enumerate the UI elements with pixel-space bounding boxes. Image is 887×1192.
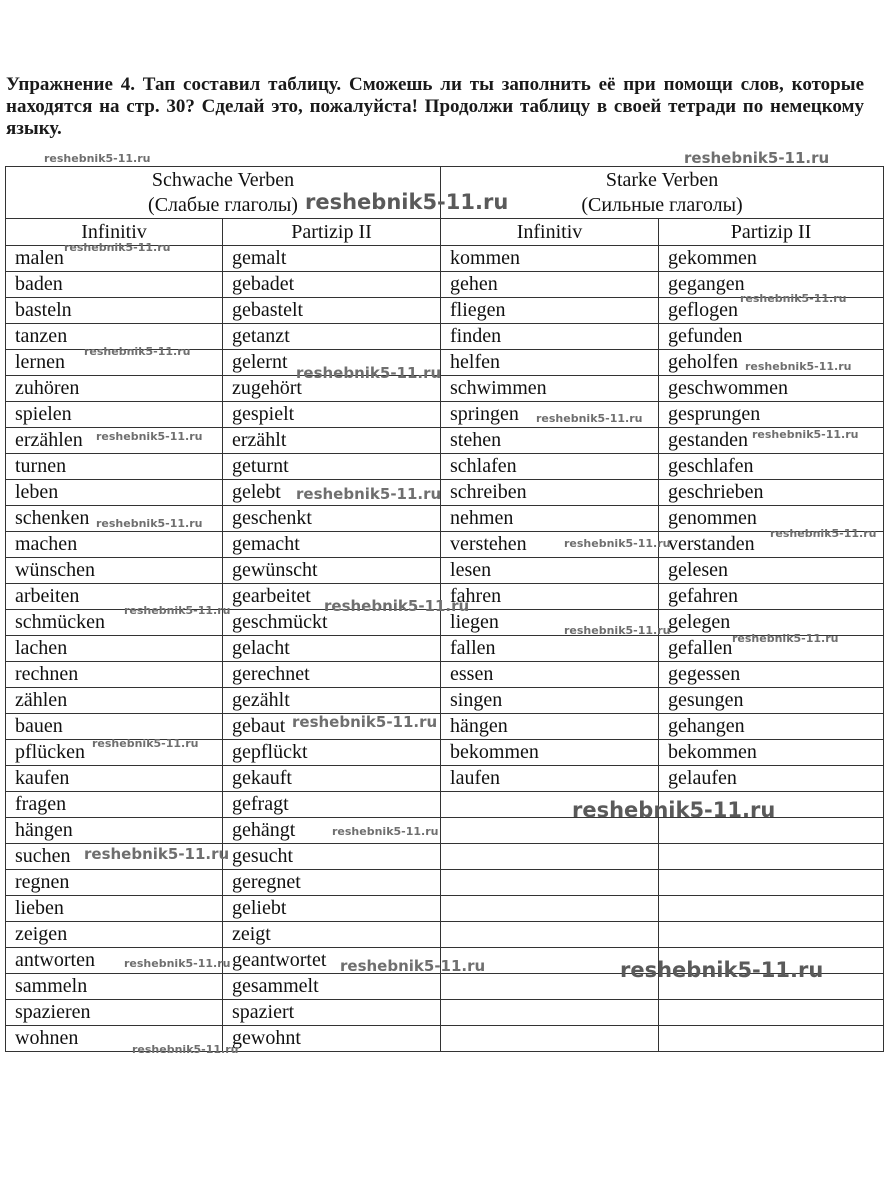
strong-infinitiv-cell: lesen	[441, 558, 659, 584]
strong-infinitiv-cell: laufen	[441, 766, 659, 792]
strong-verbs-title: Starke Verben	[605, 168, 719, 191]
watermark: reshebnik5-11.ru	[770, 527, 877, 540]
strong-partizip-cell	[659, 870, 884, 896]
weak-partizip-cell: zeigt	[223, 922, 441, 948]
weak-partizip-cell: gemalt	[223, 246, 441, 272]
watermark: reshebnik5-11.ru	[305, 190, 509, 214]
table-row	[6, 662, 884, 688]
strong-infinitiv-cell: hängen	[441, 714, 659, 740]
strong-partizip-cell	[659, 844, 884, 870]
watermark: reshebnik5-11.ru	[752, 428, 859, 441]
weak-partizip-cell: spaziert	[223, 1000, 441, 1026]
table-row	[6, 480, 884, 506]
weak-partizip-cell: gearbeitet	[223, 584, 441, 610]
weak-infinitiv-cell: lachen	[6, 636, 223, 662]
weak-infinitiv-cell: lernen	[6, 350, 223, 376]
weak-partizip-cell: getanzt	[223, 324, 441, 350]
weak-partizip-cell: gerechnet	[223, 662, 441, 688]
watermark: reshebnik5-11.ru	[96, 430, 203, 443]
strong-infinitiv-cell: essen	[441, 662, 659, 688]
exercise-instructions: Упражнение 4. Тап составил таблицу. Сможешь ли ты заполнить её при помощи слов, которые находятся на стр. 30? Сделай это, пожалуйста! Продолжи таблицу в своей тетради по немецкому языку.	[6, 74, 864, 139]
table-row	[6, 870, 884, 896]
weak-infinitiv-cell: arbeiten	[6, 584, 223, 610]
watermark: reshebnik5-11.ru	[740, 292, 847, 305]
strong-partizip-cell: gegessen	[659, 662, 884, 688]
strong-infinitiv-cell: helfen	[441, 350, 659, 376]
weak-infinitiv-cell: zeigen	[6, 922, 223, 948]
strong-infinitiv-cell: bekommen	[441, 740, 659, 766]
watermark: reshebnik5-11.ru	[564, 537, 671, 550]
weak-partizip-cell: geliebt	[223, 896, 441, 922]
weak-infinitiv-cell: baden	[6, 272, 223, 298]
watermark: reshebnik5-11.ru	[296, 485, 442, 503]
strong-verbs-subtitle: (Сильные глаголы)	[581, 193, 743, 216]
weak-infinitiv-cell: leben	[6, 480, 223, 506]
weak-partizip-cell: zugehört	[223, 376, 441, 402]
watermark: reshebnik5-11.ru	[92, 737, 199, 750]
weak-infinitiv-cell: malen	[6, 246, 223, 272]
weak-infinitiv-cell: wünschen	[6, 558, 223, 584]
watermark: reshebnik5-11.ru	[124, 957, 231, 970]
strong-partizip-cell: gekommen	[659, 246, 884, 272]
strong-partizip-cell: gesungen	[659, 688, 884, 714]
strong-partizip-cell: geschwommen	[659, 376, 884, 402]
weak-infinitiv-cell: erzählen	[6, 428, 223, 454]
strong-partizip-cell: gesprungen	[659, 402, 884, 428]
watermark: reshebnik5-11.ru	[132, 1043, 239, 1056]
strong-partizip-cell: geholfen	[659, 350, 884, 376]
weak-verbs-subtitle: (Слабые глаголы)	[148, 193, 298, 216]
strong-partizip-cell	[659, 922, 884, 948]
strong-partizip-cell: gegangen	[659, 272, 884, 298]
weak-partizip-cell: gewünscht	[223, 558, 441, 584]
strong-partizip-cell: gefunden	[659, 324, 884, 350]
table-row	[6, 896, 884, 922]
strong-partizip-cell: verstanden	[659, 532, 884, 558]
weak-partizip-cell: geschenkt	[223, 506, 441, 532]
weak-infinitiv-cell: wohnen	[6, 1026, 223, 1052]
watermark: reshebnik5-11.ru	[324, 597, 470, 615]
weak-partizip-cell: gehängt	[223, 818, 441, 844]
strong-infinitiv-cell: schreiben	[441, 480, 659, 506]
table-row	[6, 454, 884, 480]
weak-partizip-cell: gelebt	[223, 480, 441, 506]
strong-partizip-cell	[659, 1000, 884, 1026]
table-row	[6, 714, 884, 740]
strong-partizip-cell: bekommen	[659, 740, 884, 766]
watermark: reshebnik5-11.ru	[96, 517, 203, 530]
weak-infinitiv-cell: basteln	[6, 298, 223, 324]
weak-infinitiv-cell: schenken	[6, 506, 223, 532]
watermark: reshebnik5-11.ru	[684, 149, 830, 167]
strong-infinitiv-cell: fliegen	[441, 298, 659, 324]
strong-infinitiv-cell: nehmen	[441, 506, 659, 532]
strong-partizip-cell	[659, 896, 884, 922]
table-row	[6, 376, 884, 402]
weak-partizip-cell: geantwortet	[223, 948, 441, 974]
weak-infinitiv-cell: zählen	[6, 688, 223, 714]
watermark: reshebnik5-11.ru	[340, 957, 486, 975]
weak-partizip-cell: gelernt	[223, 350, 441, 376]
strong-infinitiv-cell	[441, 870, 659, 896]
strong-infinitiv-cell	[441, 896, 659, 922]
strong-infinitiv-cell: finden	[441, 324, 659, 350]
strong-infinitiv-cell: schlafen	[441, 454, 659, 480]
strong-partizip-cell: gefahren	[659, 584, 884, 610]
table-row	[6, 766, 884, 792]
strong-infinitiv-cell	[441, 844, 659, 870]
weak-infinitiv-cell: rechnen	[6, 662, 223, 688]
column-header-partizip-strong: Partizip II	[659, 219, 884, 246]
weak-partizip-cell: gespielt	[223, 402, 441, 428]
strong-partizip-cell: gefallen	[659, 636, 884, 662]
weak-infinitiv-cell: spazieren	[6, 1000, 223, 1026]
weak-partizip-cell: gekauft	[223, 766, 441, 792]
weak-infinitiv-cell: suchen	[6, 844, 223, 870]
strong-infinitiv-cell: singen	[441, 688, 659, 714]
weak-infinitiv-cell: spielen	[6, 402, 223, 428]
strong-partizip-cell: geschlafen	[659, 454, 884, 480]
watermark: reshebnik5-11.ru	[732, 632, 839, 645]
strong-infinitiv-cell	[441, 922, 659, 948]
weak-infinitiv-cell: turnen	[6, 454, 223, 480]
strong-partizip-cell: genommen	[659, 506, 884, 532]
weak-infinitiv-cell: regnen	[6, 870, 223, 896]
strong-partizip-cell: geflogen	[659, 298, 884, 324]
strong-infinitiv-cell: schwimmen	[441, 376, 659, 402]
strong-partizip-cell: geschrieben	[659, 480, 884, 506]
weak-partizip-cell: gebastelt	[223, 298, 441, 324]
strong-infinitiv-cell	[441, 1026, 659, 1052]
strong-infinitiv-cell: gehen	[441, 272, 659, 298]
watermark: reshebnik5-11.ru	[64, 241, 171, 254]
weak-partizip-cell: geregnet	[223, 870, 441, 896]
strong-infinitiv-cell: liegen	[441, 610, 659, 636]
watermark: reshebnik5-11.ru	[332, 825, 439, 838]
weak-infinitiv-cell: lieben	[6, 896, 223, 922]
watermark: reshebnik5-11.ru	[296, 364, 442, 382]
watermark: reshebnik5-11.ru	[620, 958, 824, 982]
table-row	[6, 922, 884, 948]
weak-infinitiv-cell: hängen	[6, 818, 223, 844]
strong-partizip-cell: gelesen	[659, 558, 884, 584]
weak-infinitiv-cell: bauen	[6, 714, 223, 740]
weak-partizip-cell: erzählt	[223, 428, 441, 454]
strong-infinitiv-cell: fahren	[441, 584, 659, 610]
watermark: reshebnik5-11.ru	[84, 845, 230, 863]
watermark: reshebnik5-11.ru	[536, 412, 643, 425]
weak-partizip-cell: gefragt	[223, 792, 441, 818]
weak-partizip-cell: geturnt	[223, 454, 441, 480]
weak-partizip-cell: gebaut	[223, 714, 441, 740]
watermark: reshebnik5-11.ru	[44, 152, 151, 165]
strong-partizip-cell: gestanden	[659, 428, 884, 454]
weak-partizip-cell: gesucht	[223, 844, 441, 870]
weak-partizip-cell: gewohnt	[223, 1026, 441, 1052]
weak-infinitiv-cell: antworten	[6, 948, 223, 974]
watermark: reshebnik5-11.ru	[564, 624, 671, 637]
weak-partizip-cell: gepflückt	[223, 740, 441, 766]
weak-partizip-cell: gelacht	[223, 636, 441, 662]
table-row	[6, 532, 884, 558]
weak-verbs-title: Schwache Verben	[151, 168, 295, 191]
weak-partizip-cell: gebadet	[223, 272, 441, 298]
strong-partizip-cell: gelaufen	[659, 766, 884, 792]
table-row	[6, 402, 884, 428]
column-header-infinitiv-weak: Infinitiv	[6, 219, 223, 246]
column-header-infinitiv-strong: Infinitiv	[441, 219, 659, 246]
strong-infinitiv-cell	[441, 1000, 659, 1026]
weak-infinitiv-cell: fragen	[6, 792, 223, 818]
table-row	[6, 558, 884, 584]
strong-infinitiv-cell: stehen	[441, 428, 659, 454]
column-header-partizip-weak: Partizip II	[223, 219, 441, 246]
weak-partizip-cell: geschmückt	[223, 610, 441, 636]
strong-partizip-cell	[659, 1026, 884, 1052]
weak-infinitiv-cell: sammeln	[6, 974, 223, 1000]
strong-infinitiv-cell: springen	[441, 402, 659, 428]
weak-infinitiv-cell: machen	[6, 532, 223, 558]
weak-infinitiv-cell: schmücken	[6, 610, 223, 636]
weak-partizip-cell: gemacht	[223, 532, 441, 558]
weak-infinitiv-cell: zuhören	[6, 376, 223, 402]
watermark: reshebnik5-11.ru	[84, 345, 191, 358]
weak-partizip-cell: gezählt	[223, 688, 441, 714]
strong-infinitiv-cell: fallen	[441, 636, 659, 662]
weak-infinitiv-cell: kaufen	[6, 766, 223, 792]
weak-partizip-cell: gesammelt	[223, 974, 441, 1000]
table-row	[6, 1000, 884, 1026]
weak-infinitiv-cell: tanzen	[6, 324, 223, 350]
table-row	[6, 688, 884, 714]
watermark: reshebnik5-11.ru	[745, 360, 852, 373]
watermark: reshebnik5-11.ru	[124, 604, 231, 617]
watermark: reshebnik5-11.ru	[572, 798, 776, 822]
strong-partizip-cell: gelegen	[659, 610, 884, 636]
weak-infinitiv-cell: pflücken	[6, 740, 223, 766]
watermark: reshebnik5-11.ru	[292, 713, 438, 731]
strong-infinitiv-cell: verstehen	[441, 532, 659, 558]
strong-partizip-cell: gehangen	[659, 714, 884, 740]
strong-infinitiv-cell: kommen	[441, 246, 659, 272]
